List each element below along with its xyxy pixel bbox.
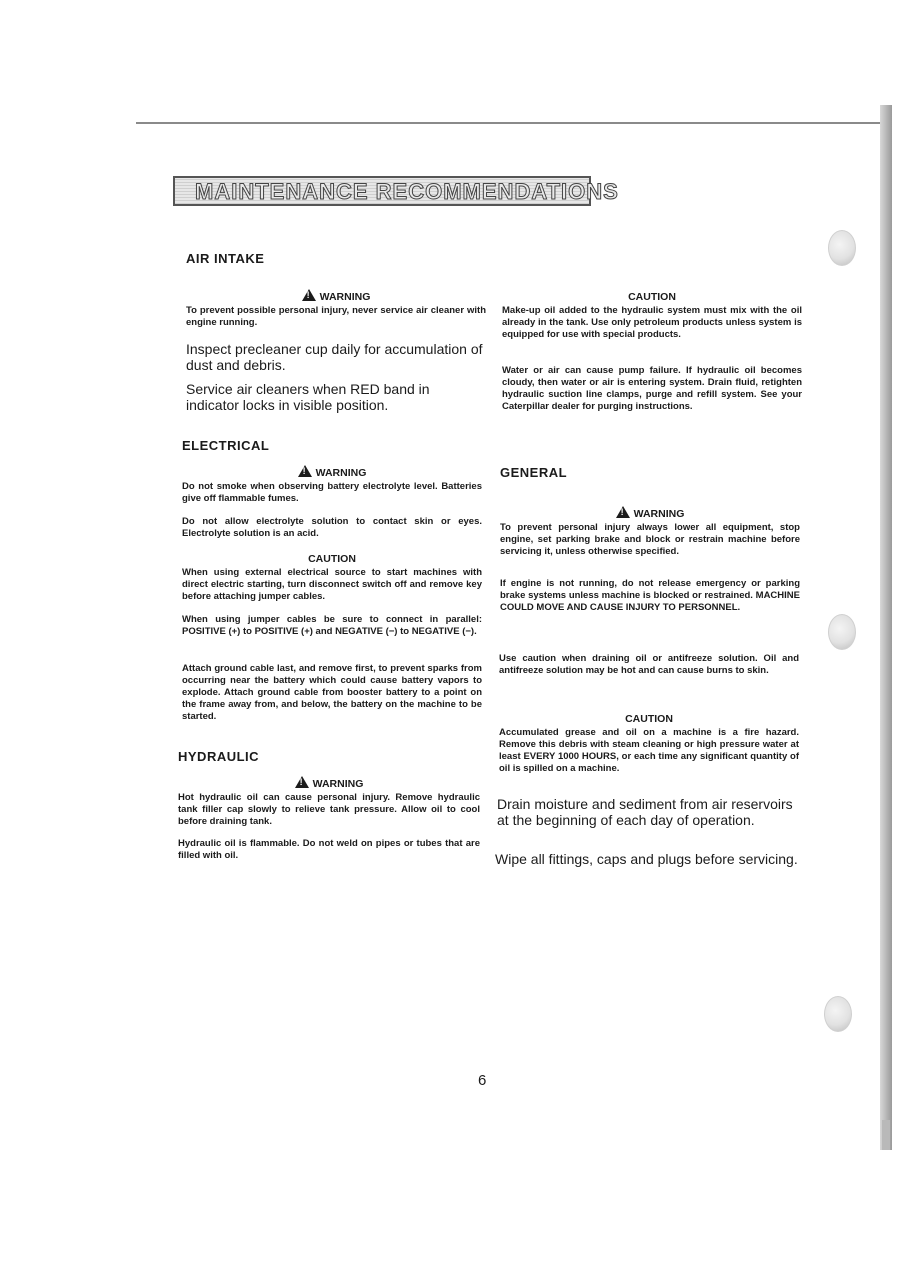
air-intake-heading: AIR INTAKE bbox=[186, 251, 265, 266]
general-section bbox=[500, 465, 800, 480]
electrical-paragraph-2 bbox=[182, 614, 482, 638]
page-title: MAINTENANCE RECOMMENDATIONS bbox=[195, 179, 619, 204]
air-intake-warning bbox=[186, 289, 486, 329]
warning-text: To prevent possible personal injury, never service air cleaner with engine running. bbox=[186, 305, 486, 328]
binder-hole-middle bbox=[828, 614, 856, 650]
paragraph: Drain moisture and sediment from air reservoirs at the beginning of each day of operation. bbox=[497, 796, 793, 828]
electrical-section bbox=[182, 438, 482, 453]
general-paragraph-2 bbox=[499, 653, 799, 677]
warning-label: !WARNING bbox=[500, 506, 800, 520]
electrical-paragraph-3 bbox=[182, 663, 482, 723]
binder-hole-bottom bbox=[824, 996, 852, 1032]
hydraulic-paragraph-1 bbox=[178, 838, 480, 862]
paragraph: Do not allow electrolyte solution to contact skin or eyes. Electrolyte solution is an acid. bbox=[182, 516, 482, 539]
page-right-edge bbox=[880, 105, 892, 1150]
caution-label: CAUTION bbox=[628, 291, 676, 303]
warning-label: !WARNING bbox=[182, 465, 482, 479]
warning-text: Hot hydraulic oil can cause personal injury. Remove hydraulic tank filler cap slowly to relieve tank pressure. Allow oil to cool before draining tank. bbox=[178, 792, 480, 827]
paragraph: Wipe all fittings, caps and plugs before servicing. bbox=[495, 851, 798, 867]
electrical-heading: ELECTRICAL bbox=[182, 438, 270, 453]
warning-triangle-icon bbox=[295, 776, 309, 788]
electrical-paragraph-1 bbox=[182, 516, 482, 540]
general-paragraph-1 bbox=[500, 578, 800, 614]
paragraph: Attach ground cable last, and remove first, to prevent sparks from occurring near the battery which could cause battery vapors to explode. Attach ground cable from booster battery to a point on the frame away from, and below, the battery on the machine to be started. bbox=[182, 663, 482, 722]
electrical-caution bbox=[182, 553, 482, 603]
caution-text: Make-up oil added to the hydraulic system must mix with the oil already in the tank. Use only petroleum products unless system is equipped for use with special products. bbox=[502, 305, 802, 340]
paragraph: Hydraulic oil is flammable. Do not weld on pipes or tubes that are filled with oil. bbox=[178, 838, 480, 861]
paragraph: When using jumper cables be sure to connect in parallel: POSITIVE (+) to POSITIVE (+) and NEGATIVE (−) to NEGATIVE (−). bbox=[182, 614, 482, 637]
page-number: 6 bbox=[478, 1072, 487, 1089]
caution-text: Accumulated grease and oil on a machine is a fire hazard. Remove this debris with steam cleaning or high pressure water at least EVERY 1000 HOURS, or each time any significant quantity of oil is spilled on a machine. bbox=[499, 727, 799, 774]
page-top-edge bbox=[136, 122, 882, 124]
paragraph: Use caution when draining oil or antifreeze solution. Oil and antifreeze solution may be hot and can cause burns to skin. bbox=[499, 653, 799, 676]
warning-label: !WARNING bbox=[178, 776, 480, 790]
general-paragraph-4 bbox=[495, 851, 805, 867]
warning-triangle-icon bbox=[298, 465, 312, 477]
paragraph: Inspect precleaner cup daily for accumulation of dust and debris. bbox=[186, 341, 483, 373]
warning-text: To prevent personal injury always lower all equipment, stop engine, set parking brake and block or restrain machine before servicing it, unless otherwise specified. bbox=[500, 522, 800, 557]
paragraph: Service air cleaners when RED band in indicator locks in visible position. bbox=[186, 381, 430, 413]
warning-triangle-icon bbox=[302, 289, 316, 301]
page-right-edge-lower bbox=[882, 1120, 890, 1150]
hydraulic-section bbox=[178, 749, 480, 764]
warning-triangle-icon bbox=[616, 506, 630, 518]
hydraulic-paragraph-2 bbox=[502, 365, 802, 413]
general-heading: GENERAL bbox=[500, 465, 568, 480]
electrical-warning bbox=[182, 465, 482, 505]
paragraph: If engine is not running, do not release emergency or parking brake systems unless machine is blocked or restrained. MACHINE COULD MOVE AND CAUSE INJURY TO PERSONNEL. bbox=[500, 578, 800, 613]
hydraulic-warning bbox=[178, 776, 480, 828]
general-caution bbox=[499, 713, 799, 775]
caution-label: CAUTION bbox=[308, 553, 356, 565]
general-paragraph-3 bbox=[497, 796, 802, 828]
air-intake-paragraph-1 bbox=[186, 341, 486, 373]
title-banner bbox=[173, 176, 619, 206]
general-warning bbox=[500, 506, 800, 558]
caution-label: CAUTION bbox=[625, 713, 673, 725]
caution-text: When using external electrical source to start machines with direct electric starting, turn disconnect switch off and remove key before attaching jumper cables. bbox=[182, 567, 482, 602]
air-intake-section bbox=[186, 251, 486, 266]
binder-hole-top bbox=[828, 230, 856, 266]
paragraph: Water or air can cause pump failure. If hydraulic oil becomes cloudy, then water or air is entering system. Drain fluid, retighten hydraulic suction line clamps, purge and refill system. See your Caterpillar dealer for purging instructions. bbox=[502, 365, 802, 412]
warning-label: !WARNING bbox=[186, 289, 486, 303]
warning-text: Do not smoke when observing battery electrolyte level. Batteries give off flammable fumes. bbox=[182, 481, 482, 504]
hydraulic-heading: HYDRAULIC bbox=[178, 749, 260, 764]
hydraulic-caution bbox=[502, 291, 802, 341]
air-intake-paragraph-2 bbox=[186, 381, 486, 413]
